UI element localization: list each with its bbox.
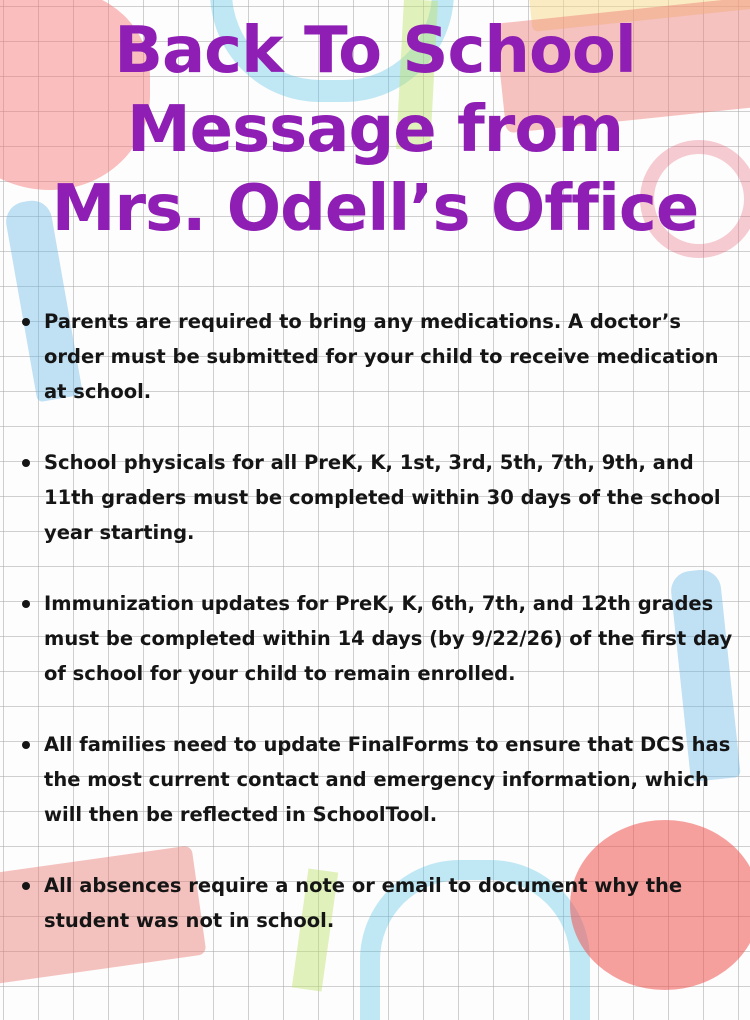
bullet-icon xyxy=(22,459,30,467)
title-line-2: Message from xyxy=(126,93,624,167)
list-item-text: Immunization updates for PreK, K, 6th, 7th, and 12th grades must be completed within 14 days (by 9/22/26) of the first day of school for your child to remain enrolled. xyxy=(44,592,733,685)
list-item-text: All families need to update FinalForms to ensure that DCS has the most current contact and emergency information, which will then be reflected in SchoolTool. xyxy=(44,733,731,826)
message-list xyxy=(16,304,736,938)
list-item xyxy=(16,868,736,938)
title-line-3: Mrs. Odell’s Office xyxy=(51,172,699,246)
bullet-icon xyxy=(22,600,30,608)
bullet-icon xyxy=(22,741,30,749)
list-item xyxy=(16,727,736,832)
list-item-text: All absences require a note or email to document why the student was not in school. xyxy=(44,874,683,932)
bullet-icon xyxy=(22,318,30,326)
page-title xyxy=(0,12,750,249)
list-item-text: School physicals for all PreK, K, 1st, 3rd, 5th, 7th, 9th, and 11th graders must be completed within 30 days of the school year starting. xyxy=(44,451,721,544)
title-line-1: Back To School xyxy=(114,14,636,88)
list-item xyxy=(16,304,736,409)
list-item-text: Parents are required to bring any medications. A doctor’s order must be submitted for your child to receive medication at school. xyxy=(44,310,719,403)
bullet-icon xyxy=(22,882,30,890)
list-item xyxy=(16,445,736,550)
list-item xyxy=(16,586,736,691)
